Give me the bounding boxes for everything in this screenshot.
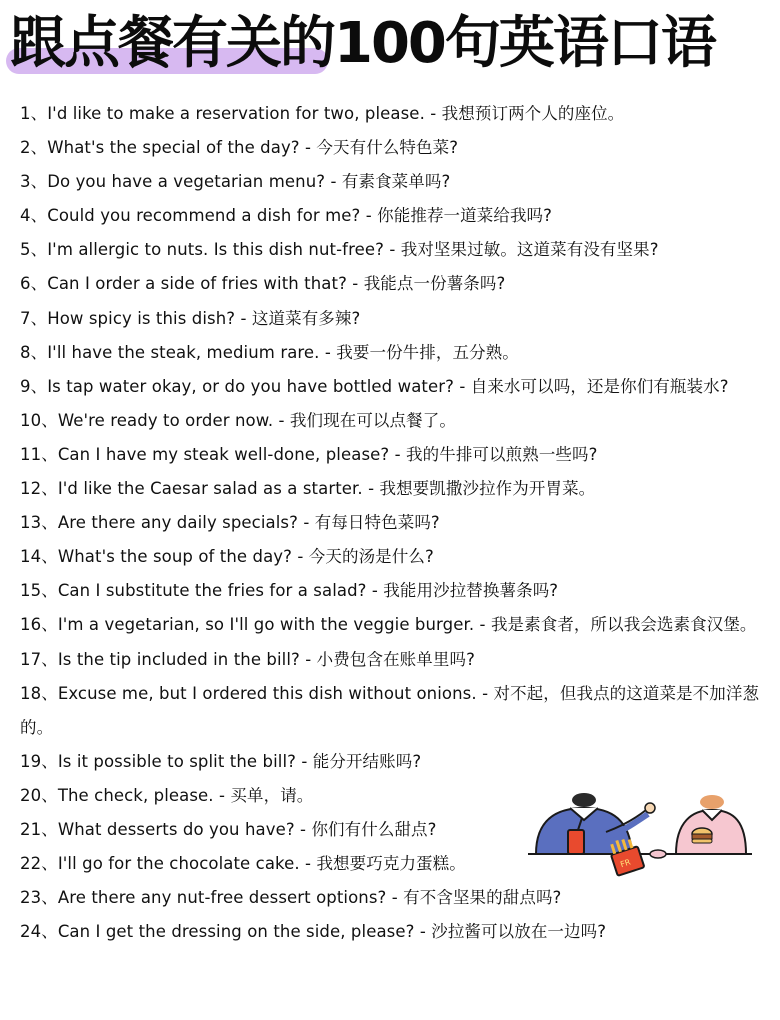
phrase-chinese: 有素食菜单吗?	[341, 172, 451, 192]
phrase-number: 13	[20, 513, 42, 533]
phrase-chinese: 小费包含在账单里吗?	[316, 649, 475, 669]
phrase-chinese: 这道菜有多辣?	[251, 308, 361, 328]
number-separator: 、	[30, 376, 48, 396]
number-separator: 、	[30, 274, 48, 294]
phrase-dash: -	[235, 308, 252, 328]
phrase-dash: -	[325, 172, 342, 192]
phrase-english: I'll go for the chocolate cake.	[57, 854, 300, 874]
phrase-item	[20, 540, 770, 574]
number-separator: 、	[41, 888, 58, 908]
phrase-chinese: 我能用沙拉替换薯条吗?	[383, 581, 559, 601]
phrase-dash: -	[386, 888, 404, 908]
phrase-english: How spicy is this dish?	[47, 308, 236, 328]
phrase-item	[20, 404, 770, 438]
phrase-number: 12	[20, 479, 42, 499]
phrase-english: Are there any nut-free dessert options?	[57, 888, 387, 908]
phrase-item	[20, 233, 770, 267]
phrase-dash: -	[299, 138, 317, 158]
phrase-chinese: 我对坚果过敏。这道菜有没有坚果?	[400, 240, 659, 260]
phrase-item	[20, 574, 770, 608]
phrase-dash: -	[213, 785, 231, 805]
phrase-number: 3	[20, 172, 31, 192]
phrase-english: Is the tip included in the bill?	[57, 649, 300, 669]
phrase-item	[20, 745, 770, 779]
phrase-chinese: 我想要凯撒沙拉作为开胃菜。	[379, 479, 596, 499]
number-separator: 、	[41, 444, 58, 464]
phrase-english: The check, please.	[57, 785, 214, 805]
phrase-number: 16	[20, 615, 42, 635]
phrase-chinese: 今天的汤是什么?	[308, 547, 434, 567]
number-separator: 、	[30, 342, 48, 362]
phrase-item	[20, 97, 770, 131]
phrase-item	[20, 915, 770, 949]
phrase-item	[20, 267, 770, 301]
number-separator: 、	[30, 172, 48, 192]
phrase-english: Could you recommend a dish for me?	[47, 206, 361, 226]
phrase-number: 15	[20, 581, 42, 601]
phrase-number: 8	[20, 342, 31, 362]
number-separator: 、	[41, 615, 58, 635]
phrase-english: I'll have the steak, medium rare.	[47, 342, 320, 362]
phrase-item	[20, 677, 770, 745]
number-separator: 、	[41, 785, 58, 805]
phrase-english: Are there any daily specials?	[57, 513, 298, 533]
phrase-item	[20, 643, 770, 677]
number-separator: 、	[41, 854, 58, 874]
svg-text:FR: FR	[619, 857, 632, 870]
phrase-dash: -	[292, 547, 309, 567]
phrase-number: 6	[20, 274, 31, 294]
phrase-number: 20	[20, 785, 42, 805]
number-separator: 、	[30, 308, 48, 328]
phrase-dash: -	[299, 854, 317, 874]
phrase-english: I'd like the Caesar salad as a starter.	[57, 479, 363, 499]
phrase-english: What desserts do you have?	[57, 819, 295, 839]
title-area	[0, 0, 780, 96]
phrase-number: 11	[20, 444, 42, 464]
phrase-number: 7	[20, 308, 31, 328]
number-separator: 、	[41, 683, 58, 703]
phrase-item	[20, 336, 770, 370]
phrase-english: I'd like to make a reservation for two, please.	[47, 104, 425, 123]
phrase-item	[20, 302, 770, 336]
phrase-english: What's the special of the day?	[47, 138, 300, 158]
phrase-item	[20, 199, 770, 233]
phrase-number: 5	[20, 240, 31, 260]
phrase-english: Can I have my steak well-done, please?	[57, 444, 390, 464]
phrase-chinese: 我要一份牛排，五分熟。	[336, 342, 519, 362]
number-separator: 、	[30, 206, 48, 226]
phrase-item	[20, 165, 770, 199]
phrase-chinese: 今天有什么特色菜?	[316, 138, 459, 158]
number-separator: 、	[41, 922, 58, 942]
phrase-dash: -	[273, 410, 290, 430]
phrase-dash: -	[383, 240, 401, 260]
number-separator: 、	[41, 410, 58, 430]
phrase-dash: -	[346, 274, 364, 294]
phrase-number: 2	[20, 138, 31, 158]
number-separator: 、	[41, 751, 58, 771]
two-diners-icon	[526, 792, 754, 888]
phrase-chinese: 我的牛排可以煎熟一些吗?	[406, 444, 598, 464]
number-separator: 、	[41, 581, 58, 601]
phrase-number: 22	[20, 854, 42, 874]
phrase-dash: -	[294, 819, 312, 839]
phrase-dash: -	[474, 615, 491, 635]
phrase-english: Excuse me, but I ordered this dish without onions.	[57, 683, 477, 703]
phrase-chinese: 我想要巧克力蛋糕。	[316, 854, 466, 874]
phrase-item	[20, 370, 770, 404]
phrase-dash: -	[360, 206, 378, 226]
phrase-number: 9	[20, 376, 31, 396]
number-separator: 、	[30, 240, 48, 260]
phrase-chinese: 我们现在可以点餐了。	[289, 410, 456, 430]
phrase-dash: -	[299, 649, 317, 669]
phrase-chinese: 我是素食者，所以我会选素食汉堡。	[490, 615, 757, 635]
phrase-chinese: 自来水可以吗，还是你们有瓶装水?	[470, 376, 729, 396]
phrase-item	[20, 506, 770, 540]
phrase-dash: -	[296, 751, 313, 771]
phrase-english: We're ready to order now.	[57, 410, 274, 430]
phrase-dash: -	[453, 376, 471, 396]
phrase-number: 17	[20, 649, 42, 669]
phrase-english: What's the soup of the day?	[57, 547, 293, 567]
phrase-number: 4	[20, 206, 31, 226]
phrase-number: 18	[20, 683, 42, 703]
phrase-number: 19	[20, 751, 42, 771]
phrase-dash: -	[366, 581, 384, 601]
number-separator: 、	[41, 547, 58, 567]
phrase-english: I'm a vegetarian, so I'll go with the veggie burger.	[57, 615, 475, 635]
phrase-chinese: 能分开结账吗?	[312, 751, 422, 771]
phrase-dash: -	[424, 104, 442, 123]
phrase-number: 14	[20, 547, 42, 567]
phrase-english: I'm allergic to nuts. Is this dish nut-free?	[47, 240, 384, 260]
phrase-chinese: 我能点一份薯条吗?	[363, 274, 506, 294]
phrase-number: 24	[20, 922, 42, 942]
phrase-chinese: 有每日特色菜吗?	[314, 513, 440, 533]
number-separator: 、	[41, 513, 58, 533]
phrase-chinese: 对不起，但我点的这道菜是不加洋葱的。	[20, 683, 760, 737]
phrase-english: Is it possible to split the bill?	[57, 751, 296, 771]
phrase-chinese: 你们有什么甜点?	[311, 819, 437, 839]
phrase-english: Can I order a side of fries with that?	[47, 274, 347, 294]
phrase-chinese: 沙拉酱可以放在一边吗?	[431, 922, 607, 942]
number-separator: 、	[30, 138, 48, 158]
phrase-item	[20, 131, 770, 165]
phrase-chinese: 买单，请。	[230, 785, 314, 805]
number-separator: 、	[41, 819, 58, 839]
phrase-item	[20, 608, 770, 642]
phrase-english: Is tap water okay, or do you have bottled water?	[47, 376, 454, 396]
phrase-dash: -	[297, 513, 315, 533]
number-separator: 、	[41, 479, 58, 499]
phrase-dash: -	[414, 922, 432, 942]
phrase-english: Can I get the dressing on the side, please?	[57, 922, 415, 942]
phrase-dash: -	[389, 444, 407, 464]
phrase-dash: -	[476, 683, 494, 703]
phrase-english: Can I substitute the fries for a salad?	[57, 581, 367, 601]
phrase-number: 10	[20, 410, 42, 430]
phrase-english: Do you have a vegetarian menu?	[47, 172, 326, 192]
number-separator: 、	[41, 649, 58, 669]
phrase-chinese: 你能推荐一道菜给我吗?	[377, 206, 553, 226]
phrase-number: 23	[20, 888, 42, 908]
phrase-dash: -	[362, 479, 380, 499]
phrase-chinese: 我想预订两个人的座位。	[441, 104, 625, 123]
page-title: 跟点餐有关的100句英语口语	[10, 11, 715, 76]
phrase-item	[20, 472, 770, 506]
phrase-dash: -	[319, 342, 337, 362]
phrase-chinese: 有不含坚果的甜点吗?	[403, 888, 562, 908]
phrase-item	[20, 438, 770, 472]
number-separator: 、	[30, 104, 48, 123]
phrase-number: 21	[20, 819, 42, 839]
phrase-number: 1	[20, 104, 31, 123]
